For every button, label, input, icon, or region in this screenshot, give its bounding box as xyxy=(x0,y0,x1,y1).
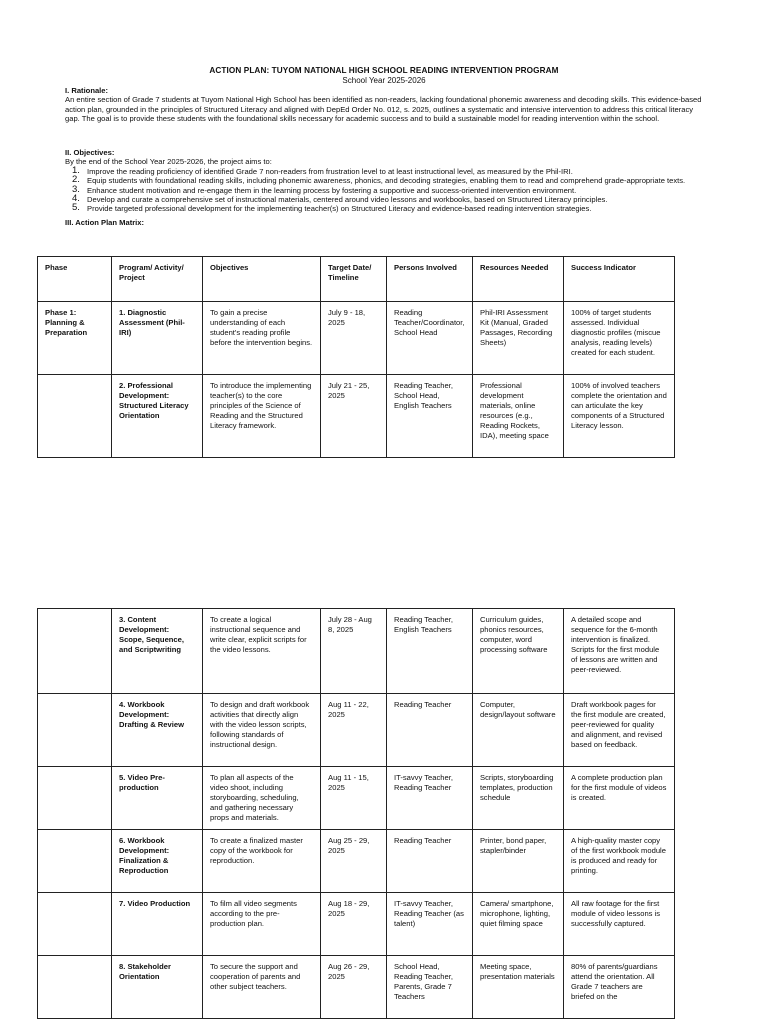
table-row xyxy=(38,302,675,375)
table-row xyxy=(38,956,675,1019)
cell-objective: To introduce the implementing teacher(s) to the core principles of the Science of Reading and the Structured Literacy framework. xyxy=(203,375,321,458)
cell-resources: Scripts, storyboarding templates, production schedule xyxy=(473,767,564,830)
cell-resources: Camera/ smartphone, microphone, lighting, quiet filming space xyxy=(473,893,564,956)
objective-item xyxy=(65,183,705,195)
objective-number: 4. xyxy=(72,193,80,205)
cell-persons: Reading Teacher/Coordinator, School Head xyxy=(387,302,473,375)
cell-resources: Phil-IRI Assessment Kit (Manual, Graded Passages, Recording Sheets) xyxy=(473,302,564,375)
cell-persons: IT-savvy Teacher, Reading Teacher xyxy=(387,767,473,830)
cell-indicator: A detailed scope and sequence for the 6-month intervention is finalized. Scripts for the first module of lessons are written and peer-reviewed. xyxy=(564,609,675,694)
table-row xyxy=(38,694,675,767)
table-row xyxy=(38,609,675,694)
rationale-section xyxy=(65,86,705,124)
cell-indicator: Draft workbook pages for the first module are created, peer-reviewed for quality and alignment, and revised based on feedback. xyxy=(564,694,675,767)
cell-indicator: All raw footage for the first module of video lessons is successfully captured. xyxy=(564,893,675,956)
cell-phase: Phase 1: Planning & Preparation xyxy=(38,302,112,375)
objectives-list xyxy=(65,164,705,214)
cell-objective: To create a logical instructional sequence and write clear, explicit scripts for the video lessons. xyxy=(203,609,321,694)
header-phase: Phase xyxy=(38,257,112,302)
cell-phase xyxy=(38,830,112,893)
objective-number: 2. xyxy=(72,174,80,186)
cell-objective: To secure the support and cooperation of parents and other subject teachers. xyxy=(203,956,321,1019)
objective-item xyxy=(65,195,705,204)
cell-program: 8. Stakeholder Orientation xyxy=(112,956,203,1019)
cell-program: 4. Workbook Development: Drafting & Review xyxy=(112,694,203,767)
cell-timeline: Aug 11 - 22, 2025 xyxy=(321,694,387,767)
cell-program: 2. Professional Development: Structured Literacy Orientation xyxy=(112,375,203,458)
matrix-heading: III. Action Plan Matrix: xyxy=(65,217,145,227)
cell-resources: Curriculum guides, phonics resources, computer, word processing software xyxy=(473,609,564,694)
header-program: Program/ Activity/ Project xyxy=(112,257,203,302)
header-timeline: Target Date/ Timeline xyxy=(321,257,387,302)
cell-resources: Meeting space, presentation materials xyxy=(473,956,564,1019)
cell-phase xyxy=(38,609,112,694)
objectives-intro: By the end of the School Year 2025-2026, the project aims to: xyxy=(65,157,272,167)
objective-number: 1. xyxy=(72,164,80,176)
objective-number: 3. xyxy=(72,183,80,195)
objective-text: Equip students with foundational reading skills, including phonemic awareness, phonics, and decoding strategies, enabling them to read and comprehend grade-appropriate texts. xyxy=(87,176,686,186)
cell-phase xyxy=(38,893,112,956)
objective-text: Improve the reading proficiency of identified Grade 7 non-readers from frustration level to at least instructional level, as measured by the Phil-IRI. xyxy=(87,166,573,176)
table-header-row xyxy=(38,257,675,302)
cell-timeline: July 28 - Aug 8, 2025 xyxy=(321,609,387,694)
table-row xyxy=(38,375,675,458)
table-row xyxy=(38,767,675,830)
objectives-heading: II. Objectives: xyxy=(65,148,115,157)
cell-program: 3. Content Development: Scope, Sequence, and Scriptwriting xyxy=(112,609,203,694)
objectives-section xyxy=(65,148,705,227)
objective-number: 5. xyxy=(72,202,80,214)
cell-program: 5. Video Pre-production xyxy=(112,767,203,830)
cell-timeline: July 21 - 25, 2025 xyxy=(321,375,387,458)
cell-indicator: A high-quality master copy of the first workbook module is produced and ready for printing. xyxy=(564,830,675,893)
action-plan-table-page2 xyxy=(37,608,675,1019)
cell-program: 6. Workbook Development: Finalization & Reproduction xyxy=(112,830,203,893)
cell-resources: Professional development materials, online resources (e.g., Reading Rockets, IDA), meeting space xyxy=(473,375,564,458)
cell-indicator: 100% of target students assessed. Individual diagnostic profiles (miscue analysis, reading levels) created for each student. xyxy=(564,302,675,375)
cell-resources: Computer, design/layout software xyxy=(473,694,564,767)
cell-timeline: Aug 25 - 29, 2025 xyxy=(321,830,387,893)
cell-phase xyxy=(38,694,112,767)
cell-phase xyxy=(38,956,112,1019)
document-subtitle: School Year 2025-2026 xyxy=(342,76,426,85)
cell-timeline: Aug 26 - 29, 2025 xyxy=(321,956,387,1019)
rationale-text: An entire section of Grade 7 students at Tuyom National High School has been identified as non-readers, lacking foundational phonemic awareness and decoding skills. This evidence-based action plan, grounded in the principles of Structured Literacy and aligned with DepEd Order No. 012, s. 2025, outlines a systematic and intensive intervention to address this critical literacy gap. The goal is to provide these students with the foundational skills necessary for academic success and to build a sustainable model for reading intervention within the school. xyxy=(65,95,702,124)
cell-program: 1. Diagnostic Assessment (Phil-IRI) xyxy=(112,302,203,375)
cell-resources: Printer, bond paper, stapler/binder xyxy=(473,830,564,893)
cell-persons: Reading Teacher xyxy=(387,694,473,767)
objective-item xyxy=(65,164,705,176)
objective-item xyxy=(65,204,705,213)
cell-objective: To gain a precise understanding of each student's reading profile before the intervention begins. xyxy=(203,302,321,375)
cell-indicator: 80% of parents/guardians attend the orientation. All Grade 7 teachers are briefed on the xyxy=(564,956,675,1019)
cell-persons: IT-savvy Teacher, Reading Teacher (as talent) xyxy=(387,893,473,956)
cell-persons: School Head, Reading Teacher, Parents, Grade 7 Teachers xyxy=(387,956,473,1019)
objective-text: Enhance student motivation and re-engage them in the learning process by fostering a supportive and success-oriented intervention environment. xyxy=(87,185,577,195)
header-objectives: Objectives xyxy=(203,257,321,302)
cell-indicator: 100% of involved teachers complete the orientation and can articulate the key components of a Structured Literacy lesson. xyxy=(564,375,675,458)
document-title: ACTION PLAN: TUYOM NATIONAL HIGH SCHOOL READING INTERVENTION PROGRAM xyxy=(209,66,559,75)
table-row xyxy=(38,893,675,956)
cell-program: 7. Video Production xyxy=(112,893,203,956)
cell-persons: Reading Teacher xyxy=(387,830,473,893)
table-row xyxy=(38,830,675,893)
rationale-heading: I. Rationale: xyxy=(65,86,109,95)
header-indicator: Success Indicator xyxy=(564,257,675,302)
cell-persons: Reading Teacher, English Teachers xyxy=(387,609,473,694)
action-plan-table-page1 xyxy=(37,256,675,458)
cell-persons: Reading Teacher, School Head, English Teachers xyxy=(387,375,473,458)
cell-objective: To film all video segments according to the pre-production plan. xyxy=(203,893,321,956)
header-persons: Persons Involved xyxy=(387,257,473,302)
cell-phase xyxy=(38,767,112,830)
objective-text: Provide targeted professional development for the implementing teacher(s) on Structured Literacy and evidence-based reading intervention strategies. xyxy=(87,204,592,214)
header-resources: Resources Needed xyxy=(473,257,564,302)
cell-objective: To plan all aspects of the video shoot, including storyboarding, scheduling, and gathering necessary props and materials. xyxy=(203,767,321,830)
cell-timeline: July 9 - 18, 2025 xyxy=(321,302,387,375)
cell-objective: To create a finalized master copy of the workbook for reproduction. xyxy=(203,830,321,893)
cell-objective: To design and draft workbook activities that directly align with the video lesson scripts, following standards of instructional design. xyxy=(203,694,321,767)
objective-text: Develop and curate a comprehensive set of instructional materials, centered around video lessons and workbooks, based on Structured Literacy principles. xyxy=(87,195,608,205)
cell-phase xyxy=(38,375,112,458)
objective-item xyxy=(65,176,705,185)
cell-timeline: Aug 11 - 15, 2025 xyxy=(321,767,387,830)
cell-timeline: Aug 18 - 29, 2025 xyxy=(321,893,387,956)
cell-indicator: A complete production plan for the first module of videos is created. xyxy=(564,767,675,830)
